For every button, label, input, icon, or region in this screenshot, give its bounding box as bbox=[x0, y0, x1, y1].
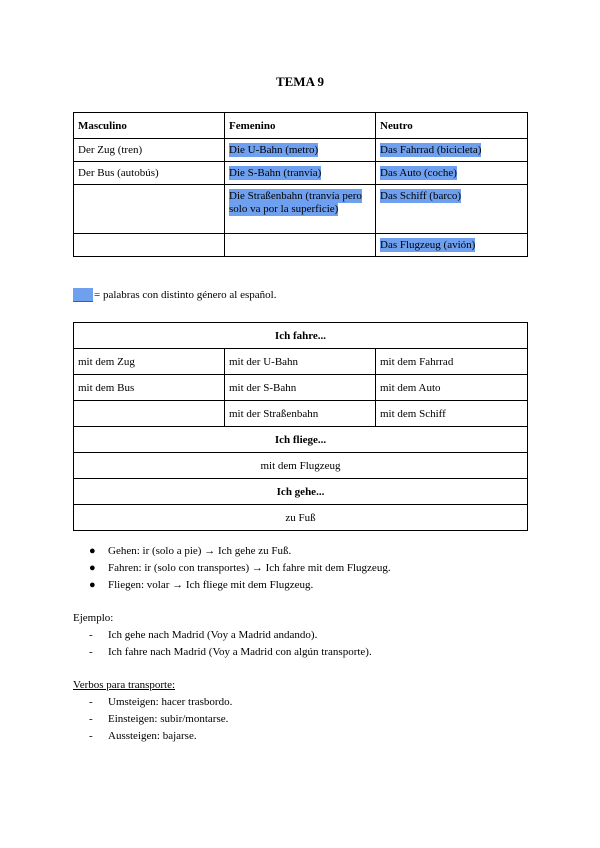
list-item-text: Umsteigen: hacer trasbordo. bbox=[108, 696, 233, 708]
table-cell bbox=[74, 234, 225, 257]
table-row bbox=[74, 479, 528, 505]
highlight-legend bbox=[73, 288, 276, 302]
table-cell bbox=[74, 185, 225, 234]
table-row bbox=[74, 453, 528, 479]
list-item bbox=[89, 729, 232, 746]
legend-text: = palabras con distinto género al español. bbox=[94, 289, 277, 301]
list-item-text: Ich gehe nach Madrid (Voy a Madrid andando). bbox=[108, 629, 318, 641]
highlighted-word: Die Straßenbahn (tranvía pero solo va por la superficie) bbox=[229, 190, 362, 215]
table-row bbox=[74, 401, 528, 427]
table-row bbox=[74, 427, 528, 453]
table-cell: mit dem Zug bbox=[74, 349, 225, 375]
dash-icon: - bbox=[89, 629, 93, 641]
highlighted-word: Das Fahrrad (bicicleta) bbox=[380, 144, 482, 156]
table-cell bbox=[225, 185, 376, 234]
gehe-row: zu Fuß bbox=[74, 505, 528, 531]
example-list bbox=[89, 628, 372, 662]
list-item bbox=[89, 695, 232, 712]
table-cell: mit der Straßenbahn bbox=[225, 401, 376, 427]
table-cell bbox=[376, 234, 528, 257]
highlighted-word: Das Flugzeug (avión) bbox=[380, 239, 476, 251]
highlight-swatch bbox=[73, 288, 93, 302]
list-item bbox=[89, 645, 372, 662]
gehe-header: Ich gehe... bbox=[74, 479, 528, 505]
table-cell: mit der U-Bahn bbox=[225, 349, 376, 375]
table-row bbox=[74, 505, 528, 531]
table-row bbox=[74, 349, 528, 375]
header-femenino: Femenino bbox=[225, 113, 376, 139]
list-item bbox=[89, 628, 372, 645]
list-item-text: Aussteigen: bajarse. bbox=[108, 730, 197, 742]
table-cell bbox=[376, 185, 528, 234]
cell-text: Der Bus (autobús) bbox=[78, 167, 159, 179]
bullet-icon: ● bbox=[89, 579, 96, 591]
list-item bbox=[89, 712, 232, 729]
list-item bbox=[89, 561, 391, 578]
table-cell bbox=[376, 139, 528, 162]
gender-table-body bbox=[74, 139, 528, 257]
list-item-text: Einsteigen: subir/montarse. bbox=[108, 713, 229, 725]
table-cell bbox=[74, 401, 225, 427]
cell-text: Der Zug (tren) bbox=[78, 144, 143, 156]
bullet-icon: ● bbox=[89, 562, 96, 574]
table-cell: mit dem Auto bbox=[376, 375, 528, 401]
table-cell: mit dem Fahrrad bbox=[376, 349, 528, 375]
highlighted-word: Die S-Bahn (tranvía) bbox=[229, 167, 322, 179]
table-row bbox=[74, 234, 528, 257]
list-item bbox=[89, 544, 391, 561]
fliege-header: Ich fliege... bbox=[74, 427, 528, 453]
fahre-header: Ich fahre... bbox=[74, 323, 528, 349]
table-cell bbox=[74, 139, 225, 162]
page-title: TEMA 9 bbox=[275, 74, 325, 89]
verb-bullet-list bbox=[89, 544, 391, 595]
bullet-icon: ● bbox=[89, 545, 96, 557]
table-cell bbox=[225, 162, 376, 185]
list-item-text: Fliegen: volar → Ich fliege mit dem Flugzeug. bbox=[108, 579, 314, 591]
list-item bbox=[89, 578, 391, 595]
table-cell: mit dem Bus bbox=[74, 375, 225, 401]
verb-usage-table bbox=[73, 322, 528, 531]
table-cell bbox=[74, 162, 225, 185]
fliege-row: mit dem Flugzeug bbox=[74, 453, 528, 479]
gender-table bbox=[73, 112, 528, 257]
dash-icon: - bbox=[89, 730, 93, 742]
gender-table-header-row bbox=[74, 113, 528, 139]
verbs-label: Verbos para transporte: bbox=[73, 679, 176, 691]
table-cell bbox=[376, 162, 528, 185]
table-cell: mit dem Schiff bbox=[376, 401, 528, 427]
list-item-text: Fahren: ir (solo con transportes) → Ich fahre mit dem Flugzeug. bbox=[108, 562, 391, 574]
header-masculino: Masculino bbox=[74, 113, 225, 139]
table-row bbox=[74, 375, 528, 401]
table-row bbox=[74, 162, 528, 185]
list-item-text: Gehen: ir (solo a pie) → Ich gehe zu Fuß. bbox=[108, 545, 292, 557]
dash-icon: - bbox=[89, 696, 93, 708]
table-row bbox=[74, 139, 528, 162]
list-item-text: Ich fahre nach Madrid (Voy a Madrid con algún transporte). bbox=[108, 646, 372, 658]
table-row bbox=[74, 185, 528, 234]
verbs-list bbox=[89, 695, 232, 746]
table-cell: mit der S-Bahn bbox=[225, 375, 376, 401]
header-neutro: Neutro bbox=[376, 113, 528, 139]
highlighted-word: Das Auto (coche) bbox=[380, 167, 457, 179]
highlighted-word: Das Schiff (barco) bbox=[380, 190, 462, 202]
table-row bbox=[74, 323, 528, 349]
dash-icon: - bbox=[89, 713, 93, 725]
table-cell bbox=[225, 139, 376, 162]
highlighted-word: Die U-Bahn (metro) bbox=[229, 144, 319, 156]
table-cell bbox=[225, 234, 376, 257]
example-label: Ejemplo: bbox=[73, 612, 114, 624]
dash-icon: - bbox=[89, 646, 93, 658]
